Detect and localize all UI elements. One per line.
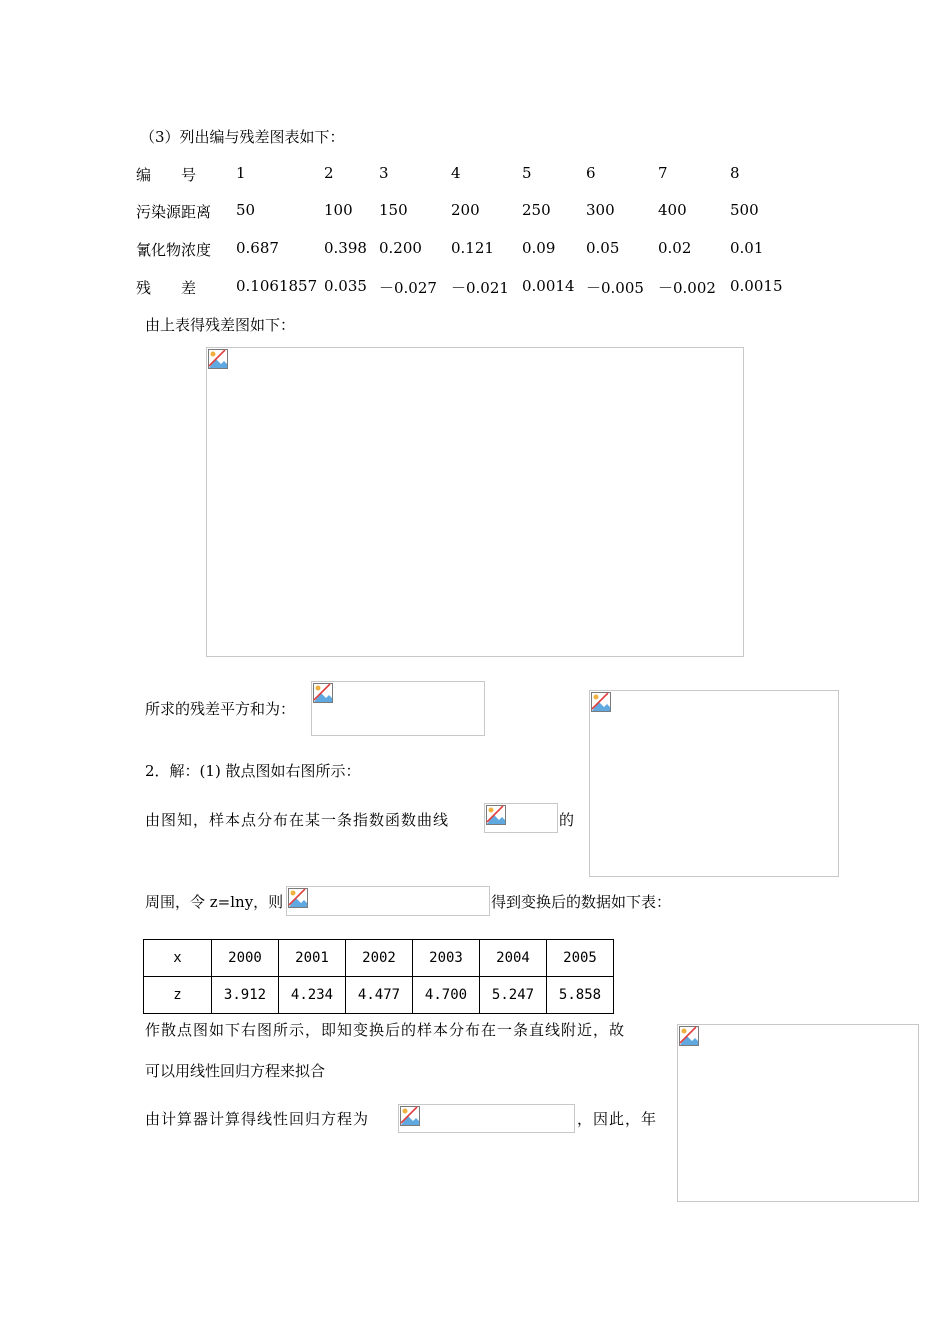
table-cell: 7	[658, 164, 668, 182]
z-label-cell: z	[144, 977, 212, 1014]
scatter-description-text: 作散点图如下右图所示，即知变换后的样本分布在一条直线附近，故	[145, 1021, 626, 1039]
table-cell: 1	[236, 164, 246, 182]
table-cell: 0.01	[730, 239, 764, 257]
row-label: 污染源距离	[136, 203, 212, 221]
exponential-curve-suffix: 的	[559, 811, 575, 829]
transformed-scatter-image	[677, 1024, 919, 1202]
table-cell: 0.035	[324, 277, 367, 295]
table-cell: 500	[730, 201, 759, 219]
table-row	[144, 940, 614, 977]
table-cell: －0.027	[379, 279, 437, 297]
table-cell: 100	[324, 201, 353, 219]
table-cell: 0.200	[379, 239, 422, 257]
broken-image-icon	[400, 1106, 420, 1126]
section-heading: （3）列出编与残差图表如下：	[140, 128, 345, 146]
z-value-cell: 4.234	[279, 977, 346, 1014]
x-value-cell: 2005	[547, 940, 614, 977]
table-cell: 5	[522, 164, 532, 182]
table-cell: 150	[379, 201, 408, 219]
broken-image-icon	[679, 1026, 699, 1046]
table-cell: 400	[658, 201, 687, 219]
broken-image-icon	[208, 349, 228, 369]
z-value-cell: 4.477	[346, 977, 413, 1014]
table-cell: 0.05	[586, 239, 620, 257]
table-cell: 0.1061857	[236, 277, 318, 295]
transformed-data-table	[143, 939, 614, 1014]
exponential-curve-text: 由图知，样本点分布在某一条指数函数曲线	[145, 811, 450, 829]
regression-formula-image	[398, 1104, 575, 1133]
linear-fit-text: 可以用线性回归方程来拟合	[145, 1062, 326, 1080]
row-label: 编 号	[136, 166, 197, 184]
table-row	[144, 977, 614, 1014]
broken-image-icon	[288, 888, 308, 908]
table-cell: 250	[522, 201, 551, 219]
x-value-cell: 2000	[212, 940, 279, 977]
table-cell: 4	[451, 164, 461, 182]
table-cell: 0.121	[451, 239, 494, 257]
table-cell: 200	[451, 201, 480, 219]
x-value-cell: 2004	[480, 940, 547, 977]
solution-2-text: 2．解：(1) 散点图如右图所示：	[145, 762, 361, 780]
x-value-cell: 2001	[279, 940, 346, 977]
residual-plot-caption: 由上表得残差图如下：	[145, 316, 296, 334]
x-value-cell: 2002	[346, 940, 413, 977]
table-cell: 2	[324, 164, 334, 182]
table-cell: 8	[730, 164, 740, 182]
z-value-cell: 5.247	[480, 977, 547, 1014]
table-cell: 3	[379, 164, 389, 182]
broken-image-icon	[591, 692, 611, 712]
substitution-text: 周围，令 z=lny，则	[145, 893, 284, 911]
broken-image-icon	[486, 805, 506, 825]
table-cell: －0.002	[658, 279, 716, 297]
regression-text: 由计算器计算得线性回归方程为	[145, 1110, 370, 1128]
sum-squares-text: 所求的残差平方和为：	[145, 700, 296, 718]
exponential-formula-image	[484, 803, 558, 833]
scatter-plot-image	[589, 690, 839, 877]
substitution-formula-image	[286, 886, 490, 916]
broken-image-icon	[313, 683, 333, 703]
table-cell: 6	[586, 164, 596, 182]
table-cell: 0.09	[522, 239, 556, 257]
table-cell: 50	[236, 201, 256, 219]
residual-plot-image	[206, 347, 744, 657]
x-value-cell: 2003	[413, 940, 480, 977]
table-cell: 0.02	[658, 239, 692, 257]
row-label: 残 差	[136, 279, 197, 297]
regression-suffix: ，因此，年	[577, 1110, 658, 1128]
table-cell: 300	[586, 201, 615, 219]
table-cell: 0.0014	[522, 277, 575, 295]
substitution-suffix: 得到变换后的数据如下表：	[491, 893, 672, 911]
sum-squares-formula-image	[311, 681, 485, 736]
z-value-cell: 3.912	[212, 977, 279, 1014]
table-cell: 0.398	[324, 239, 367, 257]
z-value-cell: 4.700	[413, 977, 480, 1014]
table-cell: －0.021	[451, 279, 509, 297]
table-cell: －0.005	[586, 279, 644, 297]
table-cell: 0.0015	[730, 277, 783, 295]
x-label-cell: x	[144, 940, 212, 977]
z-value-cell: 5.858	[547, 977, 614, 1014]
table-cell: 0.687	[236, 239, 279, 257]
row-label: 氰化物浓度	[136, 241, 212, 259]
